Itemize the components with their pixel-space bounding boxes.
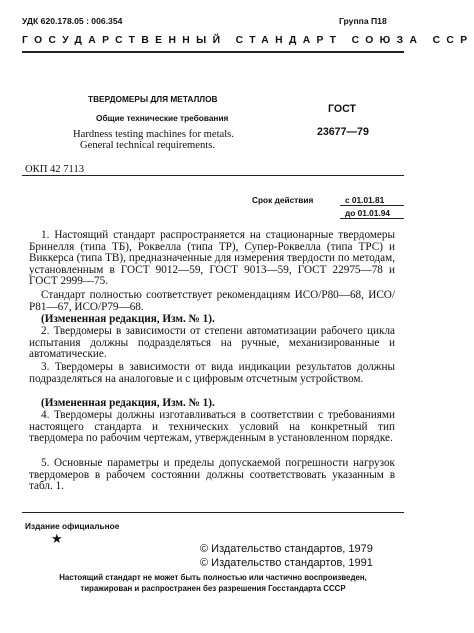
validity-to-underline — [340, 218, 404, 219]
udk-code: УДК 620.178.05 : 006.354 — [22, 16, 123, 26]
copyright-1979: © Издательство стандартов, 1979 — [200, 543, 373, 555]
paragraph-3: 3. Твердомеры в зависимости от вида индикации результатов должны подразделяться на аналоговые и с цифровым отсчетным устройством. — [29, 361, 395, 385]
official-edition: Издание официальное — [25, 521, 120, 531]
star-icon: ★ — [51, 531, 63, 546]
title-en-line-2: General technical requirements. — [80, 140, 216, 151]
title-en-line-1: Hardness testing machines for metals. — [73, 129, 234, 140]
validity-to: до 01.01.94 — [345, 208, 390, 218]
validity-label: Срок действия — [252, 195, 314, 205]
paragraph-5: 5. Основные параметры и пределы допускаемой погрешности нагрузок твердомеров в рабочем состоянии должны соответствовать указанным в табл. 1. — [29, 457, 395, 493]
paragraph-1b: Стандарт полностью соответствует рекомендациям ИСО/Р80—68, ИСО/Р81—67, ИСО/Р79—68. — [29, 289, 395, 313]
copyright-1991: © Издательство стандартов, 1991 — [200, 557, 373, 569]
revision-note-1: (Измененная редакция, Изм. № 1). — [41, 313, 215, 325]
org-title: ГОСУДАРСТВЕННЫЙ СТАНДАРТ СОЮЗА ССР — [22, 35, 474, 46]
reproduction-notice-line-2: тиражирован и распространен без разрешения Госстандарта СССР — [80, 584, 346, 593]
revision-note-2: (Измененная редакция, Изм. № 1). — [41, 397, 215, 409]
gost-label: ГОСТ — [328, 103, 356, 115]
title-ru: ТВЕРДОМЕРЫ ДЛЯ МЕТАЛЛОВ — [88, 94, 218, 104]
paragraph-4: 4. Твердомеры должны изготавливаться в соответствии с требованиями настоящего стандарта и технических условий на конкретный тип твердомера по рабочим чертежам, утвержденным в установленном порядке. — [29, 409, 395, 445]
footer-rule — [22, 512, 404, 513]
paragraph-2: 2. Твердомеры в зависимости от степени автоматизации рабочего цикла испытания должны подразделяться на ручные, механизированные и автоматические. — [29, 325, 395, 361]
gost-number: 23677—79 — [317, 126, 369, 138]
header-rule — [22, 51, 404, 53]
subtitle-ru: Общие технические требования — [96, 113, 229, 123]
okp-code: ОКП 42 7113 — [25, 164, 85, 175]
paragraph-1: 1. Настоящий стандарт распространяется на стационарные твердомеры Бринелля (типа ТБ), Роквелла (типа ТР), Супер-Роквелла (типа ТРС) и Виккерса (типа ТВ), предназначенные для измерения твердости по методам, установленным в ГОСТ 9012—59, ГОСТ 9013—59, ГОСТ 22975—78 и ГОСТ 2999—75. — [29, 229, 395, 288]
validity-from: с 01.01.81 — [345, 195, 385, 205]
reproduction-notice-line-1: Настоящий стандарт не может быть полностью или частично воспроизведен, — [59, 573, 367, 582]
group-code: Группа П18 — [339, 16, 387, 26]
okp-rule — [22, 175, 404, 176]
validity-from-underline — [340, 205, 404, 206]
